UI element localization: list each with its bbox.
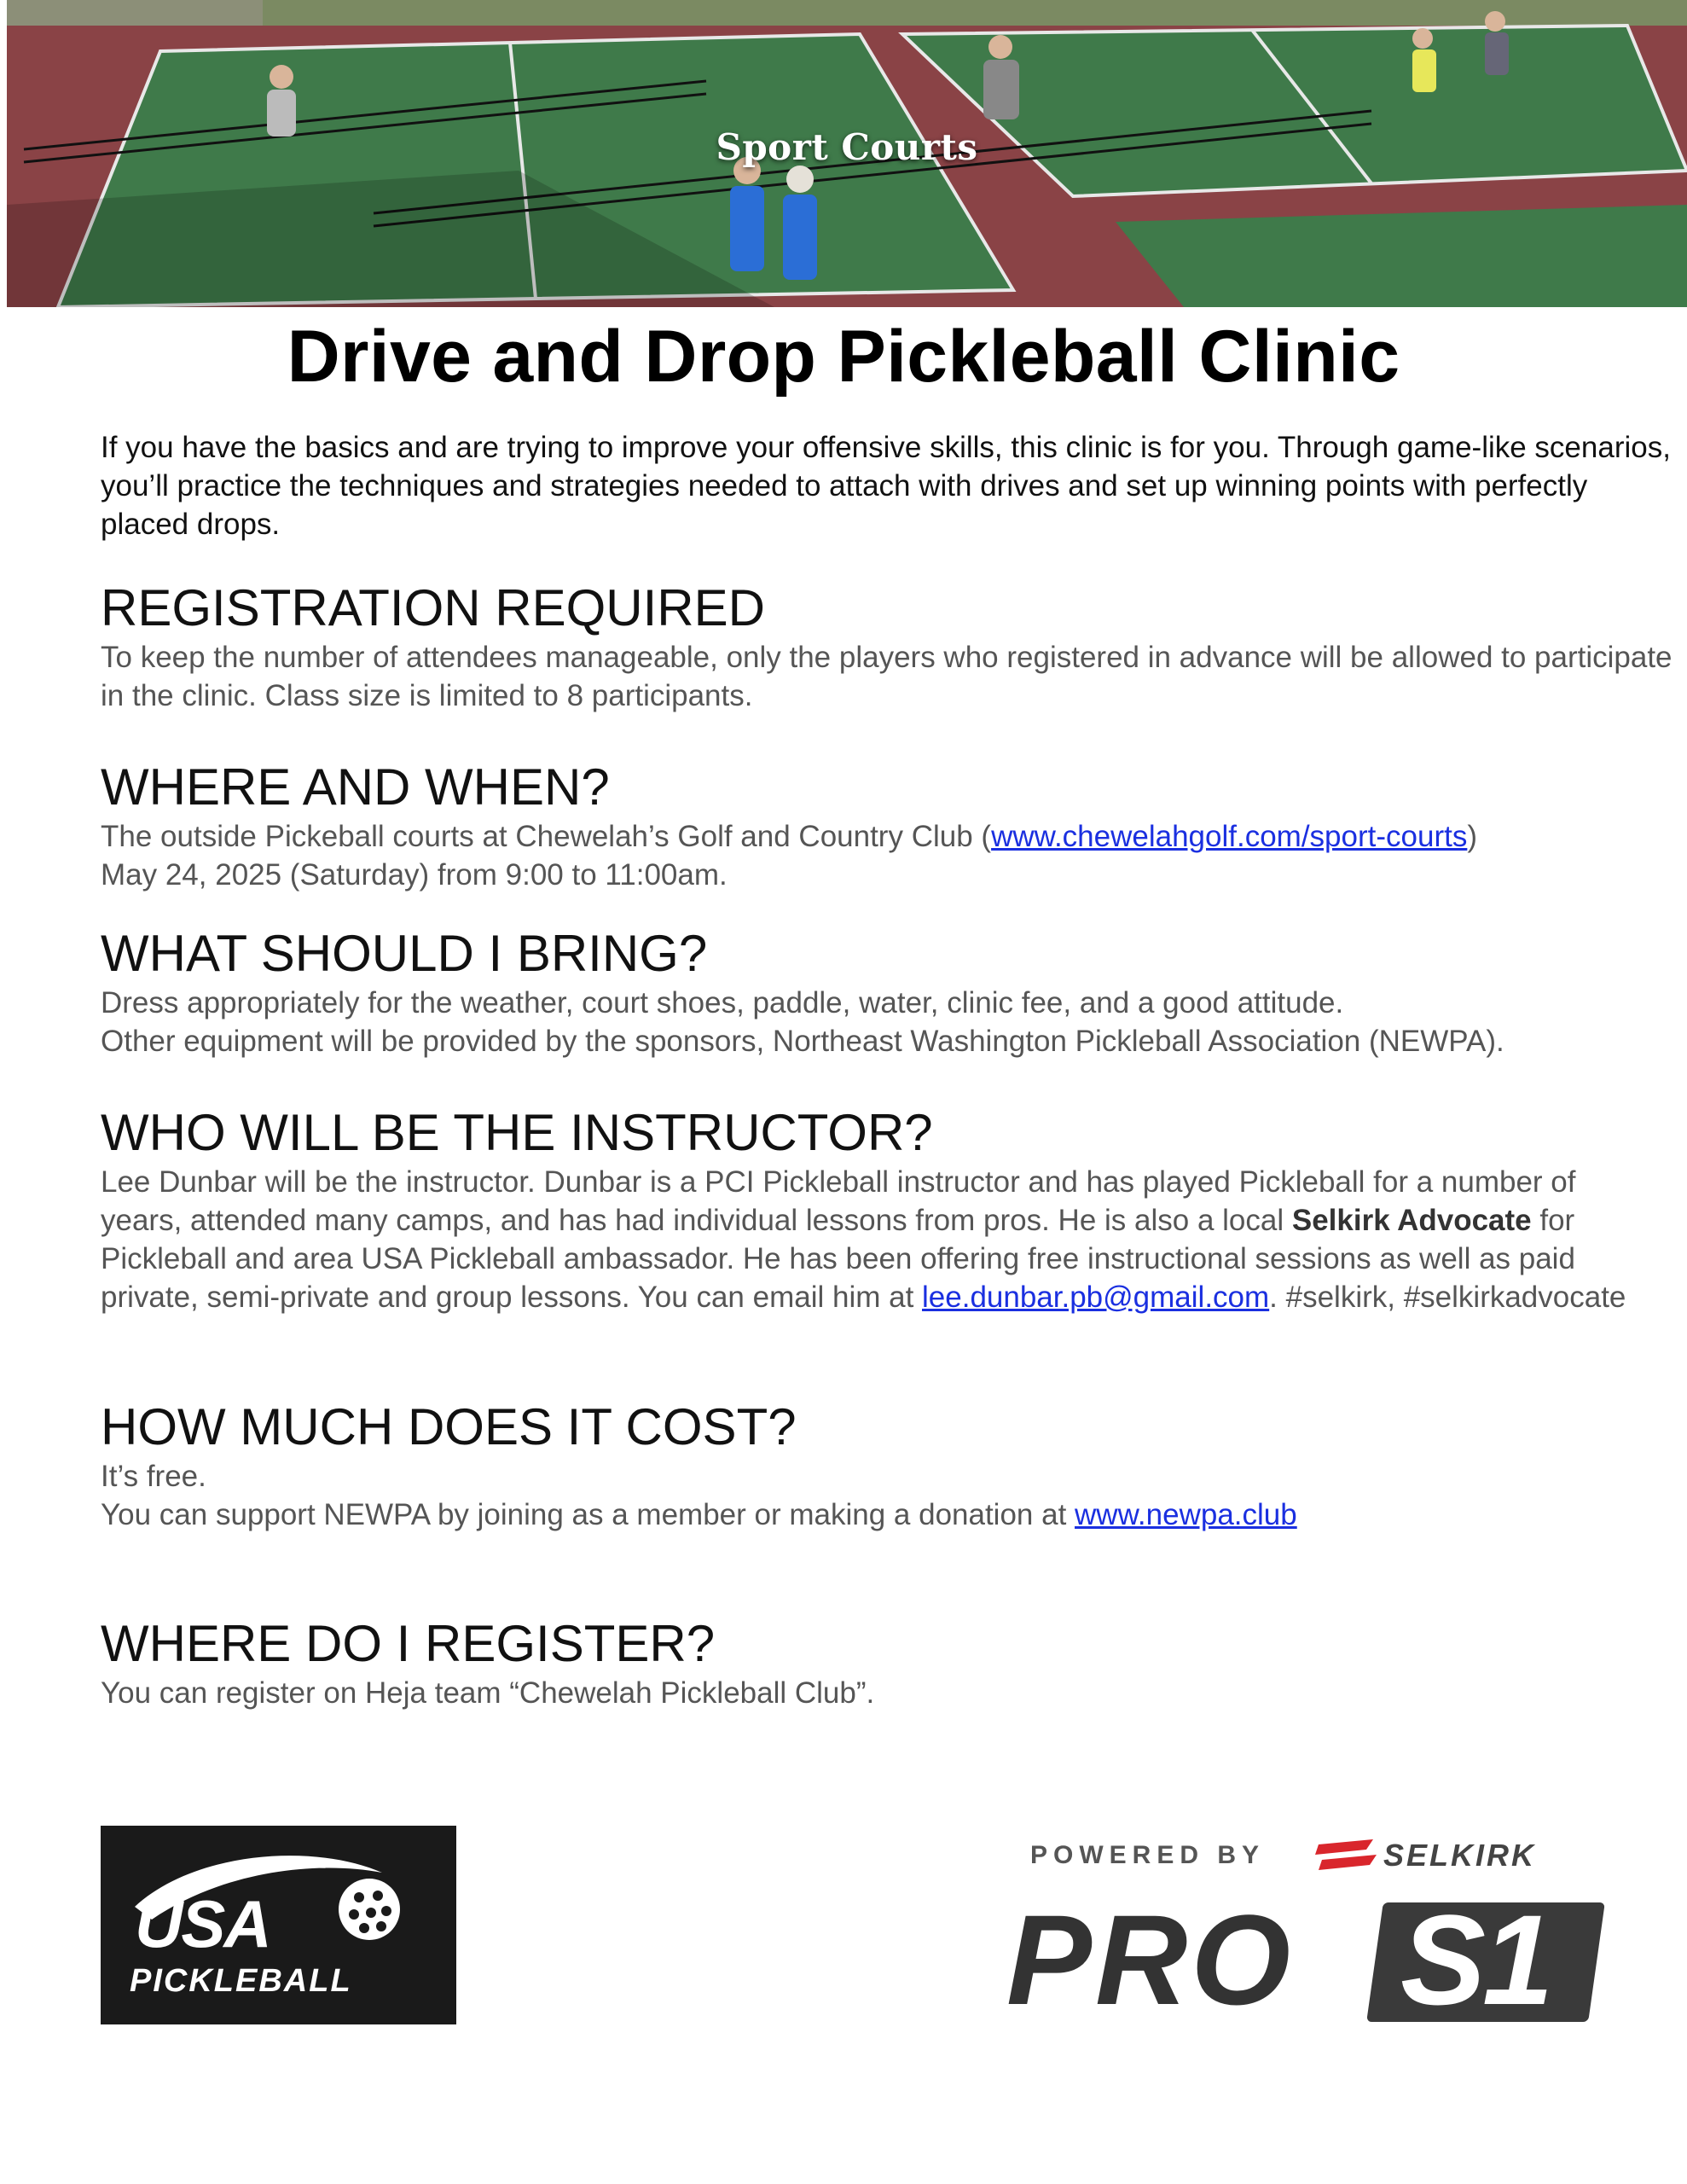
location-text: The outside Pickeball courts at Chewelah’s Golf and Country Club (: [101, 820, 992, 853]
pickleball-wordmark: PICKLEBALL: [130, 1963, 352, 1999]
s1-wordmark: S1: [1400, 1888, 1551, 2031]
instructor-email-link[interactable]: lee.dunbar.pb@gmail.com: [922, 1281, 1270, 1314]
section-heading: WHERE AND WHEN?: [101, 758, 610, 816]
instructor-text-middle: for Pickleball and area USA Pickleball ambassador. He has been offering free instructional sessions as well as paid private, semi-private and group lessons. You can email him at: [101, 1204, 1575, 1314]
usa-wordmark: USA: [135, 1886, 270, 1961]
intro-paragraph: If you have the basics and are trying to improve your offensive skills, this clinic is for you. Through game-like scenarios, you’ll practice the techniques and strategies needed to attach with drives and set up winning points with perfectly placed drops.: [101, 431, 1671, 541]
section-heading: REGISTRATION REQUIRED: [101, 579, 765, 636]
section-heading: WHO WILL BE THE INSTRUCTOR?: [101, 1104, 933, 1161]
date-line: May 24, 2025 (Saturday) from 9:00 to 11:00am.: [101, 858, 728, 892]
bring-line-1: Dress appropriately for the weather, court shoes, paddle, water, clinic fee, and a good attitude.: [101, 986, 1344, 1019]
section-register: [101, 1614, 1687, 1712]
section-heading: HOW MUCH DOES IT COST?: [101, 1398, 797, 1455]
instructor-text-before: Lee Dunbar will be the instructor. Dunbar is a PCI Pickleball instructor and has played Pickleball for a number of years, attended many camps, and has had individual lessons from pros. He is also a local: [101, 1165, 1576, 1237]
hero-photo: [7, 0, 1687, 307]
selkirk-advocate-bold: Selkirk Advocate: [1291, 1204, 1532, 1237]
cost-support-text: You can support NEWPA by joining as a member or making a donation at: [101, 1498, 1075, 1531]
section-heading: WHAT SHOULD I BRING?: [101, 925, 708, 982]
usa-pickleball-logo: [101, 1826, 456, 2024]
section-instructor: [101, 1103, 1687, 1316]
section-heading: WHERE DO I REGISTER?: [101, 1615, 716, 1672]
page-title: Drive and Drop Pickleball Clinic: [287, 316, 1400, 398]
instructor-text: [101, 1163, 1627, 1316]
cost-line-2: [101, 1496, 1687, 1534]
golf-club-link[interactable]: www.chewelahgolf.com/sport-courts: [991, 820, 1468, 853]
section-where-when: [101, 758, 1687, 894]
selkirk-pro-s1-logo: [1006, 1826, 1620, 2030]
section-bring: [101, 924, 1687, 1060]
cost-line-1: It’s free.: [101, 1460, 206, 1493]
pro-wordmark: PRO: [1006, 1888, 1295, 2031]
section-registration: [101, 578, 1687, 715]
powered-by-text: POWERED BY: [1030, 1841, 1266, 1869]
location-line: [101, 817, 1687, 856]
bring-line-2: Other equipment will be provided by the sponsors, Northeast Washington Pickleball Association (NEWPA).: [101, 1025, 1504, 1058]
selkirk-wordmark: SELKIRK: [1383, 1838, 1537, 1873]
section-text: To keep the number of attendees manageable, only the players who registered in advance will be allowed to participate in the clinic. Class size is limited to 8 participants.: [101, 641, 1673, 712]
newpa-link[interactable]: www.newpa.club: [1075, 1498, 1297, 1531]
selkirk-mark-icon: [1315, 1836, 1377, 1877]
pickleball-icon: [335, 1875, 403, 1943]
register-text: You can register on Heja team “Chewelah Pickleball Club”.: [101, 1676, 875, 1710]
hero-caption: Sport Courts: [716, 126, 978, 168]
section-cost: [101, 1397, 1687, 1534]
location-close: ): [1467, 820, 1477, 853]
instructor-text-after: . #selkirk, #selkirkadvocate: [1269, 1281, 1626, 1314]
